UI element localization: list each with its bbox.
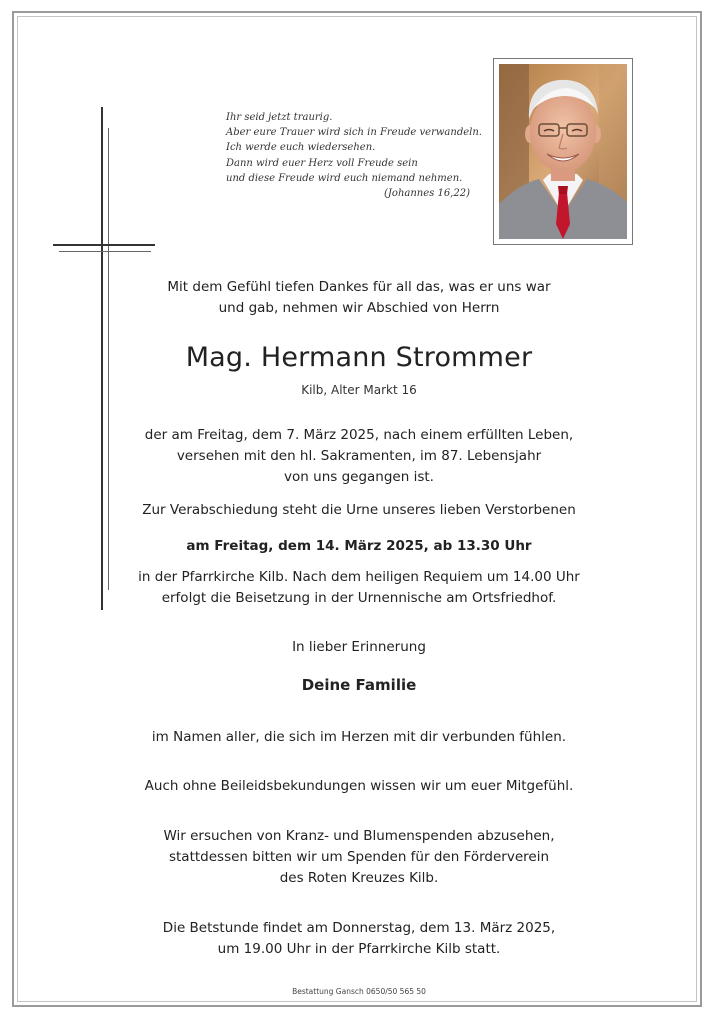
intro-line: Mit dem Gefühl tiefen Dankes für all das, was er uns war bbox=[167, 279, 551, 295]
prayer-line: Die Betstunde findet am Donnerstag, dem 13. März 2025, bbox=[162, 920, 556, 936]
deceased-name: Mag. Hermann Strommer bbox=[185, 342, 533, 373]
donation-line: stattdessen bitten wir um Spenden für den Förderverein bbox=[168, 849, 549, 865]
portrait-image bbox=[499, 64, 627, 239]
donation-request bbox=[19, 826, 699, 889]
intro-line: und gab, nehmen wir Abschied von Herrn bbox=[218, 300, 500, 316]
cross-horizontal-bar bbox=[53, 244, 155, 246]
verse-reference: (Johannes 16,22) bbox=[384, 188, 470, 200]
verse-line: und diese Freude wird euch niemand nehmen. bbox=[226, 172, 463, 184]
prayer-line: um 19.00 Uhr in der Pfarrkirche Kilb statt. bbox=[217, 941, 501, 957]
farewell-details bbox=[19, 567, 699, 609]
verse-line: Dann wird euer Herz voll Freude sein bbox=[226, 157, 418, 169]
farewell-date: am Freitag, dem 14. März 2025, ab 13.30 Uhr bbox=[186, 538, 532, 554]
verse-line: Ihr seid jetzt traurig. bbox=[226, 112, 333, 123]
funeral-home-footer: Bestattung Gansch 0650/50 565 50 bbox=[292, 987, 426, 996]
bible-verse bbox=[226, 110, 482, 201]
verse-line: Aber eure Trauer wird sich in Freude verwandeln. bbox=[226, 127, 482, 139]
cross-horizontal-thin-bar bbox=[59, 251, 151, 252]
condolences-text: Auch ohne Beileidsbekundungen wissen wir um euer Mitgefühl. bbox=[144, 778, 574, 794]
memory-text: In lieber Erinnerung bbox=[292, 639, 426, 655]
death-notice bbox=[19, 425, 699, 488]
farewell-intro: Zur Verabschiedung steht die Urne unseres lieben Verstorbenen bbox=[142, 502, 576, 518]
donation-line: des Roten Kreuzes Kilb. bbox=[279, 870, 439, 886]
deceased-address: Kilb, Alter Markt 16 bbox=[301, 383, 417, 397]
farewell-details-line: erfolgt die Beisetzung in der Urnennische am Ortsfriedhof. bbox=[161, 590, 557, 606]
death-notice-line: der am Freitag, dem 7. März 2025, nach einem erfüllten Leben, bbox=[144, 427, 574, 443]
verse-line: Ich werde euch wiedersehen. bbox=[226, 142, 376, 154]
death-notice-line: versehen mit den hl. Sakramenten, im 87. Lebensjahr bbox=[176, 448, 542, 464]
portrait-photo bbox=[493, 58, 633, 245]
prayer-hour bbox=[19, 918, 699, 960]
death-notice-line: von uns gegangen ist. bbox=[284, 469, 434, 485]
on-behalf-text: im Namen aller, die sich im Herzen mit dir verbunden fühlen. bbox=[151, 729, 567, 745]
family-signature: Deine Familie bbox=[301, 676, 417, 694]
intro-text bbox=[19, 277, 699, 319]
donation-line: Wir ersuchen von Kranz- und Blumenspenden abzusehen, bbox=[163, 828, 555, 844]
farewell-details-line: in der Pfarrkirche Kilb. Nach dem heiligen Requiem um 14.00 Uhr bbox=[138, 569, 580, 585]
